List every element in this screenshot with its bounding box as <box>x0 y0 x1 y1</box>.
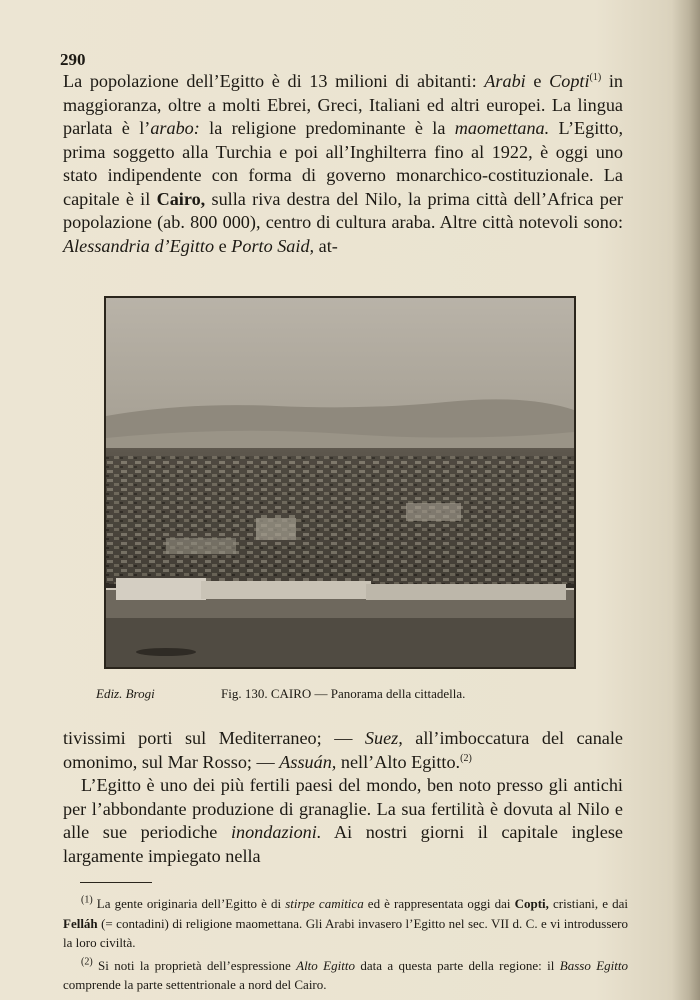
text-run: (= contadini) di religione maomettana. Gli Arabi invasero l’Egitto nel sec. VII d. C. e vi introdussero la loro civiltà. <box>63 915 628 950</box>
footnote-mark-1: (1) <box>81 894 93 906</box>
term-fellah: Felláh <box>63 915 98 931</box>
text-run: L’Egitto, prima soggetto alla Turchia e poi all’Inghilterra fino al 1922, è oggi uno stato indipendente con forma di governo monarchico-costituzionale. La capitale è il <box>63 118 624 209</box>
text-run: Ai nostri giorni il capitale inglese largamente impiegato nella <box>63 822 623 866</box>
term-assuan: Assuán, <box>279 751 337 772</box>
photo-illustration <box>106 298 574 667</box>
text-run: e <box>214 235 232 256</box>
footnote-ref-1[interactable]: (1) <box>589 71 602 83</box>
continued-paragraph <box>63 727 623 868</box>
intro-paragraph <box>63 70 623 258</box>
page-number: 290 <box>60 50 86 69</box>
footnote-mark-2: (2) <box>81 956 93 968</box>
term-copti: Copti <box>549 71 590 91</box>
text-run: ed è rappresentata oggi dai <box>363 896 515 911</box>
footnote-ref-2[interactable]: (2) <box>460 752 472 764</box>
term-cairo: Cairo, <box>156 188 206 209</box>
footnote-2 <box>63 956 628 995</box>
text-run: at- <box>314 235 338 256</box>
text-run: in maggioranza, oltre a molti Ebrei, Greci, Italiani ed altri europei. La lingua parlata è l’ <box>63 71 623 138</box>
text-run: cristiani, e dai <box>548 896 628 911</box>
text-run: sulla riva destra del Nilo, la prima città dell’Africa per popolazione (ab. 800 000), centro di cultura araba. Altre città notevoli sono: <box>63 188 623 232</box>
population-paragraph <box>63 70 623 258</box>
text-run: e <box>525 71 550 91</box>
text-run: La popolazione dell’Egitto è di 13 milioni di abitanti: <box>63 71 485 91</box>
figure-caption <box>96 686 616 702</box>
term-copti-fn: Copti, <box>514 896 549 911</box>
cairo-panorama-photo <box>104 296 576 669</box>
text-run: tivissimi porti sul Mediterraneo; — <box>63 728 365 748</box>
term-porto-said: Porto Said, <box>231 235 315 256</box>
term-maomettana: maomettana. <box>454 118 550 138</box>
caption-text: Fig. 130. CAIRO — Panorama della cittadella. <box>221 686 466 701</box>
term-arabo: arabo: <box>150 118 200 138</box>
footnote-divider <box>80 882 152 883</box>
term-inondazioni: inondazioni. <box>230 822 322 842</box>
term-basso-egitto: Basso Egitto <box>559 957 628 973</box>
footnotes <box>63 894 628 998</box>
term-alessandria: Alessandria d’Egitto <box>63 235 215 256</box>
photo-credit: Ediz. Brogi <box>96 686 155 701</box>
term-alto-egitto: Alto Egitto <box>296 957 355 973</box>
ports-paragraph <box>63 727 623 774</box>
text-run: Si noti la proprietà dell’espressione <box>92 957 297 973</box>
text-run: nell’Alto Egitto. <box>336 751 461 772</box>
fertility-paragraph <box>63 774 623 868</box>
text-run: La gente originaria dell’Egitto è di <box>92 896 286 911</box>
text-run: L’Egitto è uno dei più fertili paesi del mondo, ben noto presso gli antichi per l’abbondante produzione di granaglie. La sua fertilità è dovuta al Nilo e alle sue periodiche <box>63 775 623 842</box>
text-run: all’imboccatura del canale omonimo, sul Mar Rosso; — <box>63 728 623 772</box>
footnote-1 <box>63 894 628 953</box>
term-suez: Suez, <box>364 728 403 748</box>
text-run: comprende la parte settentrionale a nord del Cairo. <box>63 977 327 992</box>
term-stirpe: stirpe camitica <box>285 896 364 911</box>
text-run: data a questa parte della regione: il <box>354 957 560 973</box>
text-run: la religione predominante è la <box>199 118 455 138</box>
term-arabi: Arabi <box>484 71 526 91</box>
page-edge-shadow <box>672 0 700 1000</box>
